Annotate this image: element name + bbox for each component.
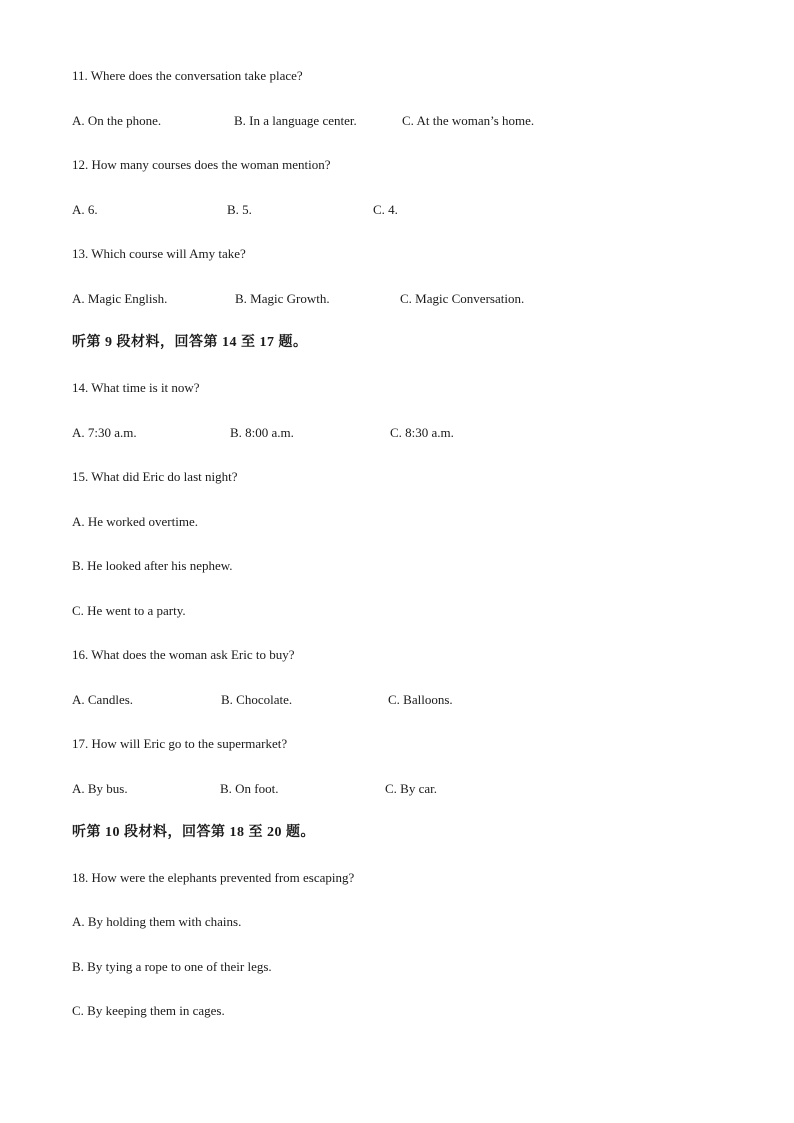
option-a: A. By holding them with chains.	[72, 914, 242, 929]
option-c: C. He went to a party.	[72, 603, 186, 618]
option-c: C. 4.	[373, 202, 398, 217]
section-heading-9: 听第 9 段材料，回答第 14 至 17 题。	[72, 335, 308, 350]
option-c: C. By keeping them in cages.	[72, 1003, 225, 1018]
question-18: 18. How were the elephants prevented from escaping?	[72, 870, 355, 885]
option-a: A. By bus.	[72, 781, 128, 796]
option-c: C. At the woman’s home.	[402, 113, 535, 128]
option-b: B. In a language center.	[234, 113, 357, 128]
question-12: 12. How many courses does the woman mention?	[72, 157, 331, 172]
option-b: B. On foot.	[220, 781, 279, 796]
option-c: C. Balloons.	[388, 692, 453, 707]
option-c: C. Magic Conversation.	[400, 291, 525, 306]
option-b: B. Chocolate.	[221, 692, 293, 707]
option-a: A. He worked overtime.	[72, 514, 198, 529]
question-14: 14. What time is it now?	[72, 380, 200, 395]
question-13: 13. Which course will Amy take?	[72, 246, 246, 261]
option-a: A. 7:30 a.m.	[72, 425, 137, 440]
option-b: B. 5.	[227, 202, 252, 217]
option-a: A. 6.	[72, 202, 98, 217]
question-16: 16. What does the woman ask Eric to buy?	[72, 647, 295, 662]
option-b: B. Magic Growth.	[235, 291, 330, 306]
question-15: 15. What did Eric do last night?	[72, 469, 238, 484]
option-a: A. On the phone.	[72, 113, 162, 128]
option-b: B. He looked after his nephew.	[72, 558, 233, 573]
option-c: C. 8:30 a.m.	[390, 425, 454, 440]
section-heading-10: 听第 10 段材料，回答第 18 至 20 题。	[72, 825, 315, 840]
option-b: B. 8:00 a.m.	[230, 425, 294, 440]
option-c: C. By car.	[385, 781, 437, 796]
option-a: A. Magic English.	[72, 291, 168, 306]
question-17: 17. How will Eric go to the supermarket?	[72, 736, 288, 751]
question-11: 11. Where does the conversation take place?	[72, 68, 303, 83]
option-b: B. By tying a rope to one of their legs.	[72, 959, 272, 974]
option-a: A. Candles.	[72, 692, 134, 707]
